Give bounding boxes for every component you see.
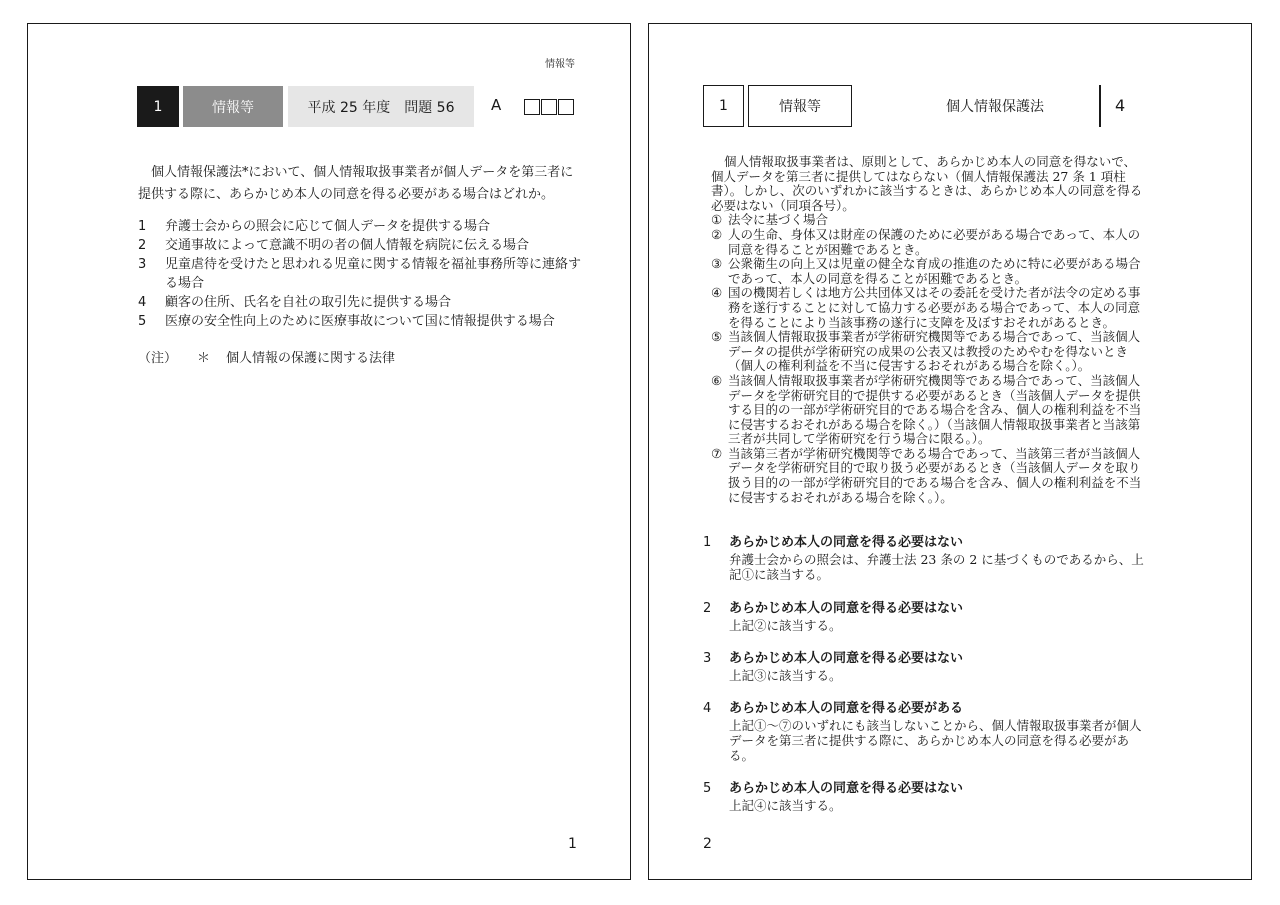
verdict-text: あらかじめ本人の同意を得る必要がある xyxy=(729,701,964,716)
condition-mark: ⑦ xyxy=(711,445,723,461)
condition-text: 法令に基づく場合 xyxy=(728,212,829,228)
answer-explanation: 上記④に該当する。 xyxy=(729,798,842,813)
answer-verdict xyxy=(703,600,1144,617)
choice-number: 3 xyxy=(138,257,147,272)
choice-number: 1 xyxy=(138,219,147,234)
review-checkbox-1[interactable] xyxy=(524,99,540,115)
answer-number: 2 xyxy=(703,601,712,616)
condition-item xyxy=(711,286,1144,330)
explanation-intro xyxy=(711,155,1144,505)
answer-item xyxy=(703,650,1144,683)
choice-text: 弁護士会からの照会に応じて個人データを提供する場合 xyxy=(165,219,491,234)
condition-item xyxy=(711,257,1144,286)
answer-verdict xyxy=(703,780,1144,797)
answer-explanation: 上記②に該当する。 xyxy=(729,618,842,633)
choice-text: 医療の安全性向上のために医療事故について国に情報提供する場合 xyxy=(165,314,555,329)
answer-item xyxy=(703,534,1144,582)
answer-number: 5 xyxy=(703,781,712,796)
footnote-label: （注） xyxy=(138,351,178,366)
choice-list xyxy=(138,217,583,331)
verdict-text: あらかじめ本人の同意を得る必要はない xyxy=(729,535,964,550)
review-checkbox-3[interactable] xyxy=(558,99,574,115)
choice-number: 4 xyxy=(138,295,147,310)
condition-mark: ③ xyxy=(711,256,723,272)
exam-year-problem: 平成 25 年度 問題 56 xyxy=(288,86,474,127)
choice-item xyxy=(138,236,583,255)
category-badge: 情報等 xyxy=(183,86,283,127)
answer-explanation: 上記①～⑦のいずれにも該当しないことから、個人情報取扱事業者が個人データを第三者に提供する際に、あらかじめ本人の同意を得る必要がある。 xyxy=(729,718,1142,763)
answer-number: 3 xyxy=(703,651,712,666)
footnote-text: 個人情報の保護に関する法律 xyxy=(226,351,396,366)
answer-verdict xyxy=(703,650,1144,667)
choice-number: 5 xyxy=(138,314,147,329)
condition-item xyxy=(711,213,1144,228)
running-head: 情報等 xyxy=(545,59,575,70)
correct-answer-number: 4 xyxy=(1115,96,1126,115)
difficulty-rank: A xyxy=(491,96,502,114)
condition-text: 公衆衛生の向上又は児童の健全な育成の推進のために特に必要がある場合であって、本人の同意を得ることが困難であるとき。 xyxy=(728,256,1141,286)
condition-mark: ① xyxy=(711,212,723,228)
choice-item xyxy=(138,293,583,312)
answer-item xyxy=(703,780,1144,813)
answer-number-box: 1 xyxy=(703,85,744,127)
answer-category-box: 情報等 xyxy=(748,85,852,127)
condition-item xyxy=(711,330,1144,374)
intro-paragraph: 個人情報取扱事業者は、原則として、あらかじめ本人の同意を得ないで、個人データを第三者に提供してはならない（個人情報保護法 27 条 1 項柱書）。しかし、次のいずれかに該当するときは、あらかじめ本人の同意を得る必要はない（同項各号）。 xyxy=(711,154,1143,213)
choice-text: 児童虐待を受けたと思われる児童に関する情報を福祉事務所等に連絡する場合 xyxy=(165,257,582,291)
choice-number: 2 xyxy=(138,238,147,253)
condition-text: 当該個人情報取扱事業者が学術研究機関等である場合であって、当該個人データの提供が学術研究の成果の公表又は教授のためやむを得ないとき（個人の権利利益を不当に侵害するおそれがある場合を除く。）。 xyxy=(728,329,1141,374)
answer-explanation: 弁護士会からの照会は、弁護士法 23 条の 2 に基づくものであるから、上記①に該当する。 xyxy=(729,552,1144,582)
condition-item xyxy=(711,228,1144,257)
question-stem: 個人情報保護法*において、個人情報取扱事業者が個人データを第三者に提供する際に、あらかじめ本人の同意を得る必要がある場合はどれか。 xyxy=(138,165,574,202)
choice-item xyxy=(138,217,583,236)
condition-mark: ⑥ xyxy=(711,372,723,388)
condition-text: 当該第三者が学術研究機関等である場合であって、当該第三者が当該個人データを学術研究目的で取り扱う必要があるとき（当該個人データを取り扱う目的の一部が学術研究目的である場合を含み、個人の権利利益を不当に侵害するおそれがある場合を除く。）。 xyxy=(728,445,1142,505)
answer-verdict xyxy=(703,700,1144,717)
condition-mark: ② xyxy=(711,226,723,242)
verdict-text: あらかじめ本人の同意を得る必要はない xyxy=(729,781,964,796)
condition-text: 人の生命、身体又は財産の保護のために必要がある場合であって、本人の同意を得ることが困難であるとき。 xyxy=(728,226,1141,257)
verdict-text: あらかじめ本人の同意を得る必要はない xyxy=(729,651,964,666)
verdict-text: あらかじめ本人の同意を得る必要はない xyxy=(729,601,964,616)
condition-item xyxy=(711,447,1144,505)
footnote xyxy=(138,347,395,366)
answer-list xyxy=(703,534,1144,830)
question-page xyxy=(27,23,631,880)
answer-number: 1 xyxy=(703,535,712,550)
review-checkbox-2[interactable] xyxy=(541,99,557,115)
answer-item xyxy=(703,600,1144,633)
condition-mark: ④ xyxy=(711,285,723,301)
answer-number: 4 xyxy=(703,701,712,716)
choice-text: 交通事故によって意識不明の者の個人情報を病院に伝える場合 xyxy=(165,238,530,253)
answer-item xyxy=(703,700,1144,763)
choice-item xyxy=(138,255,583,293)
answer-explanation: 上記③に該当する。 xyxy=(729,668,842,683)
question-number-badge: 1 xyxy=(137,86,179,127)
choice-text: 顧客の住所、氏名を自社の取引先に提供する場合 xyxy=(165,295,452,310)
condition-mark: ⑤ xyxy=(711,329,723,345)
topic-title: 個人情報保護法 xyxy=(946,99,1044,115)
page-number: 2 xyxy=(703,836,712,852)
condition-text: 国の機関若しくは地方公共団体又はその委託を受けた者が法令の定める事務を遂行することに対して協力する必要がある場合であって、本人の同意を得ることにより当該事務の遂行に支障を及ぼすおそれがあるとき。 xyxy=(728,285,1141,330)
condition-text: 当該個人情報取扱事業者が学術研究機関等である場合であって、当該個人データを学術研究目的で提供する必要があるとき（当該個人データを提供する目的の一部が学術研究目的である場合を含み、個人の権利利益を不当に侵害するおそれがある場合を除く。）（当該個人情報取扱事業者と当該第三者が共同して学術研究を行う場合に限る。）。 xyxy=(728,372,1142,447)
answer-verdict xyxy=(703,534,1144,551)
answer-page xyxy=(648,23,1252,880)
header-divider xyxy=(1099,85,1101,127)
asterisk-icon: ＊ xyxy=(197,351,211,366)
choice-item xyxy=(138,312,583,331)
page-number: 1 xyxy=(568,836,577,852)
condition-item xyxy=(711,374,1144,447)
